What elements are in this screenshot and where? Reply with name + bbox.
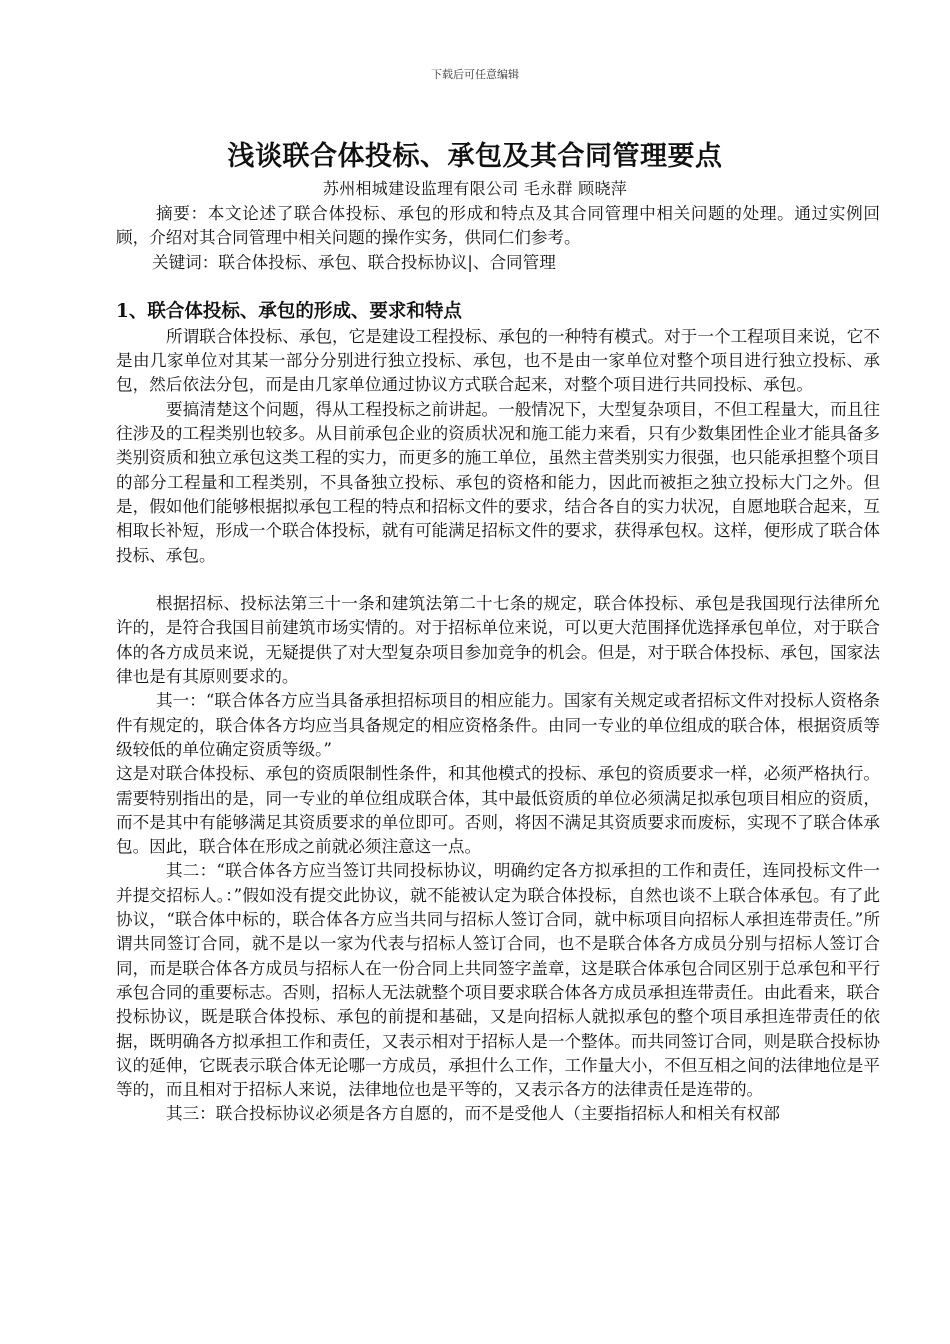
header-note: 下载后可任意编辑 (431, 68, 519, 81)
author-line: 苏州相城建设监理有限公司 毛永群 顾晓萍 (322, 179, 628, 198)
body-paragraph: 其二：“联合体各方应当签订共同投标协议，明确约定各方拟承担的工作和责任，连同投标文件一并提交招标人。：”假如没有提交此协议，就不能被认定为联合体投标，自然也谈不上联合体承包。有了此协议，“联合体中标的，联合体各方应当共同与招标人签订合同，就中标项目向招标人承担连带责任。”所谓共同签订合同，就不是以一家为代表与招标人签订合同，也不是联合体各方成员分别与招标人签订合同，而是联合体各方成员与招标人在一份合同上共同签字盖章，这是联合体承包合同区别于总承包和平行承包合同的重要标志。否则，招标人无法就整个项目要求联合体各方成员承担连带责任。由此看来，联合投标协议，既是联合体投标、承包的前提和基础，又是向招标人就拟承包的整个项目承担连带责任的依据，既明确各方拟承担工作和责任，又表示相对于招标人是一个整体。而共同签订合同，则是联合投标协议的延伸，它既表示联合体无论哪一方成员，承担什么工作，工作量大小，不但互相之间的法律地位是平等的，而且相对于招标人来说，法律地位也是平等的，又表示各方的法律责任是连带的。 (116, 861, 880, 1100)
blank-line (116, 568, 880, 592)
body-paragraph: 这是对联合体投标、承包的资质限制性条件，和其他模式的投标、承包的资质要求一样，必须严格执行。需要特别指出的是，同一专业的单位组成联合体，其中最低资质的单位必须满足拟承包项目相应的资质，而不是其中有能够满足其资质要求的单位即可。否则，将因不满足其资质要求而废标，实现不了联合体承包。因此，联合体在形成之前就必须注意这一点。 (116, 764, 880, 857)
keywords-line: 关键词：联合体投标、承包、联合投标协议|、合同管理 (152, 252, 556, 272)
body-paragraph: 根据招标、投标法第三十一条和建筑法第二十七条的规定，联合体投标、承包是我国现行法律所允许的，是符合我国目前建筑市场实情的。对于招标单位来说，可以更大范围择优选择承包单位，对于联合体的各方成员来说，无疑提供了对大型复杂项目参加竞争的机会。但是，对于联合体投标、承包，国家法律也是有其原则要求的。 (116, 594, 880, 687)
body-paragraph: 其一：“联合体各方应当具备承担招标项目的相应能力。国家有关规定或者招标文件对投标人资格条件有规定的，联合体各方均应当具备规定的相应资格条件。由同一专业的单位组成的联合体，根据资质等级较低的单位确定资质等级。” (116, 691, 880, 759)
document-title: 浅谈联合体投标、承包及其合同管理要点 (227, 141, 723, 172)
document-body (116, 202, 880, 1127)
body-paragraph: 要搞清楚这个问题，得从工程投标之前讲起。一般情况下，大型复杂项目，不但工程量大，而且往往涉及的工程类别也较多。从目前承包企业的资质状况和施工能力来看，只有少数集团性企业才能具备多类别资质和独立承包这类工程的实力，而更多的施工单位，虽然主营类别实力很强，也只能承担整个项目的部分工程量和工程类别，不具备独立投标、承包的资格和能力，因此而被拒之独立投标大门之外。但是，假如他们能够根据拟承包工程的特点和招标文件的要求，结合各自的实力状况，自愿地联合起来，互相取长补短，形成一个联合体投标，就有可能满足招标文件的要求，获得承包权。这样，便形成了联合体投标、承包。 (116, 399, 880, 565)
body-paragraph: 所谓联合体投标、承包，它是建设工程投标、承包的一种特有模式。对于一个工程项目来说，它不是由几家单位对其某一部分分别进行独立投标、承包，也不是由一家单位对整个项目进行独立投标、承包，然后依法分包，而是由几家单位通过协议方式联合起来，对整个项目进行共同投标、承包。 (116, 326, 880, 395)
section-heading: 1、联合体投标、承包的形成、要求和特点 (116, 300, 462, 322)
abstract-paragraph: 摘要：本文论述了联合体投标、承包的形成和特点及其合同管理中相关问题的处理。通过实例回顾，介绍对其合同管理中相关问题的操作实务，供同仁们参考。 (116, 204, 880, 248)
body-paragraph: 其三：联合投标协议必须是各方自愿的，而不是受他人（主要指招标人和相关有权部 (166, 1104, 780, 1124)
